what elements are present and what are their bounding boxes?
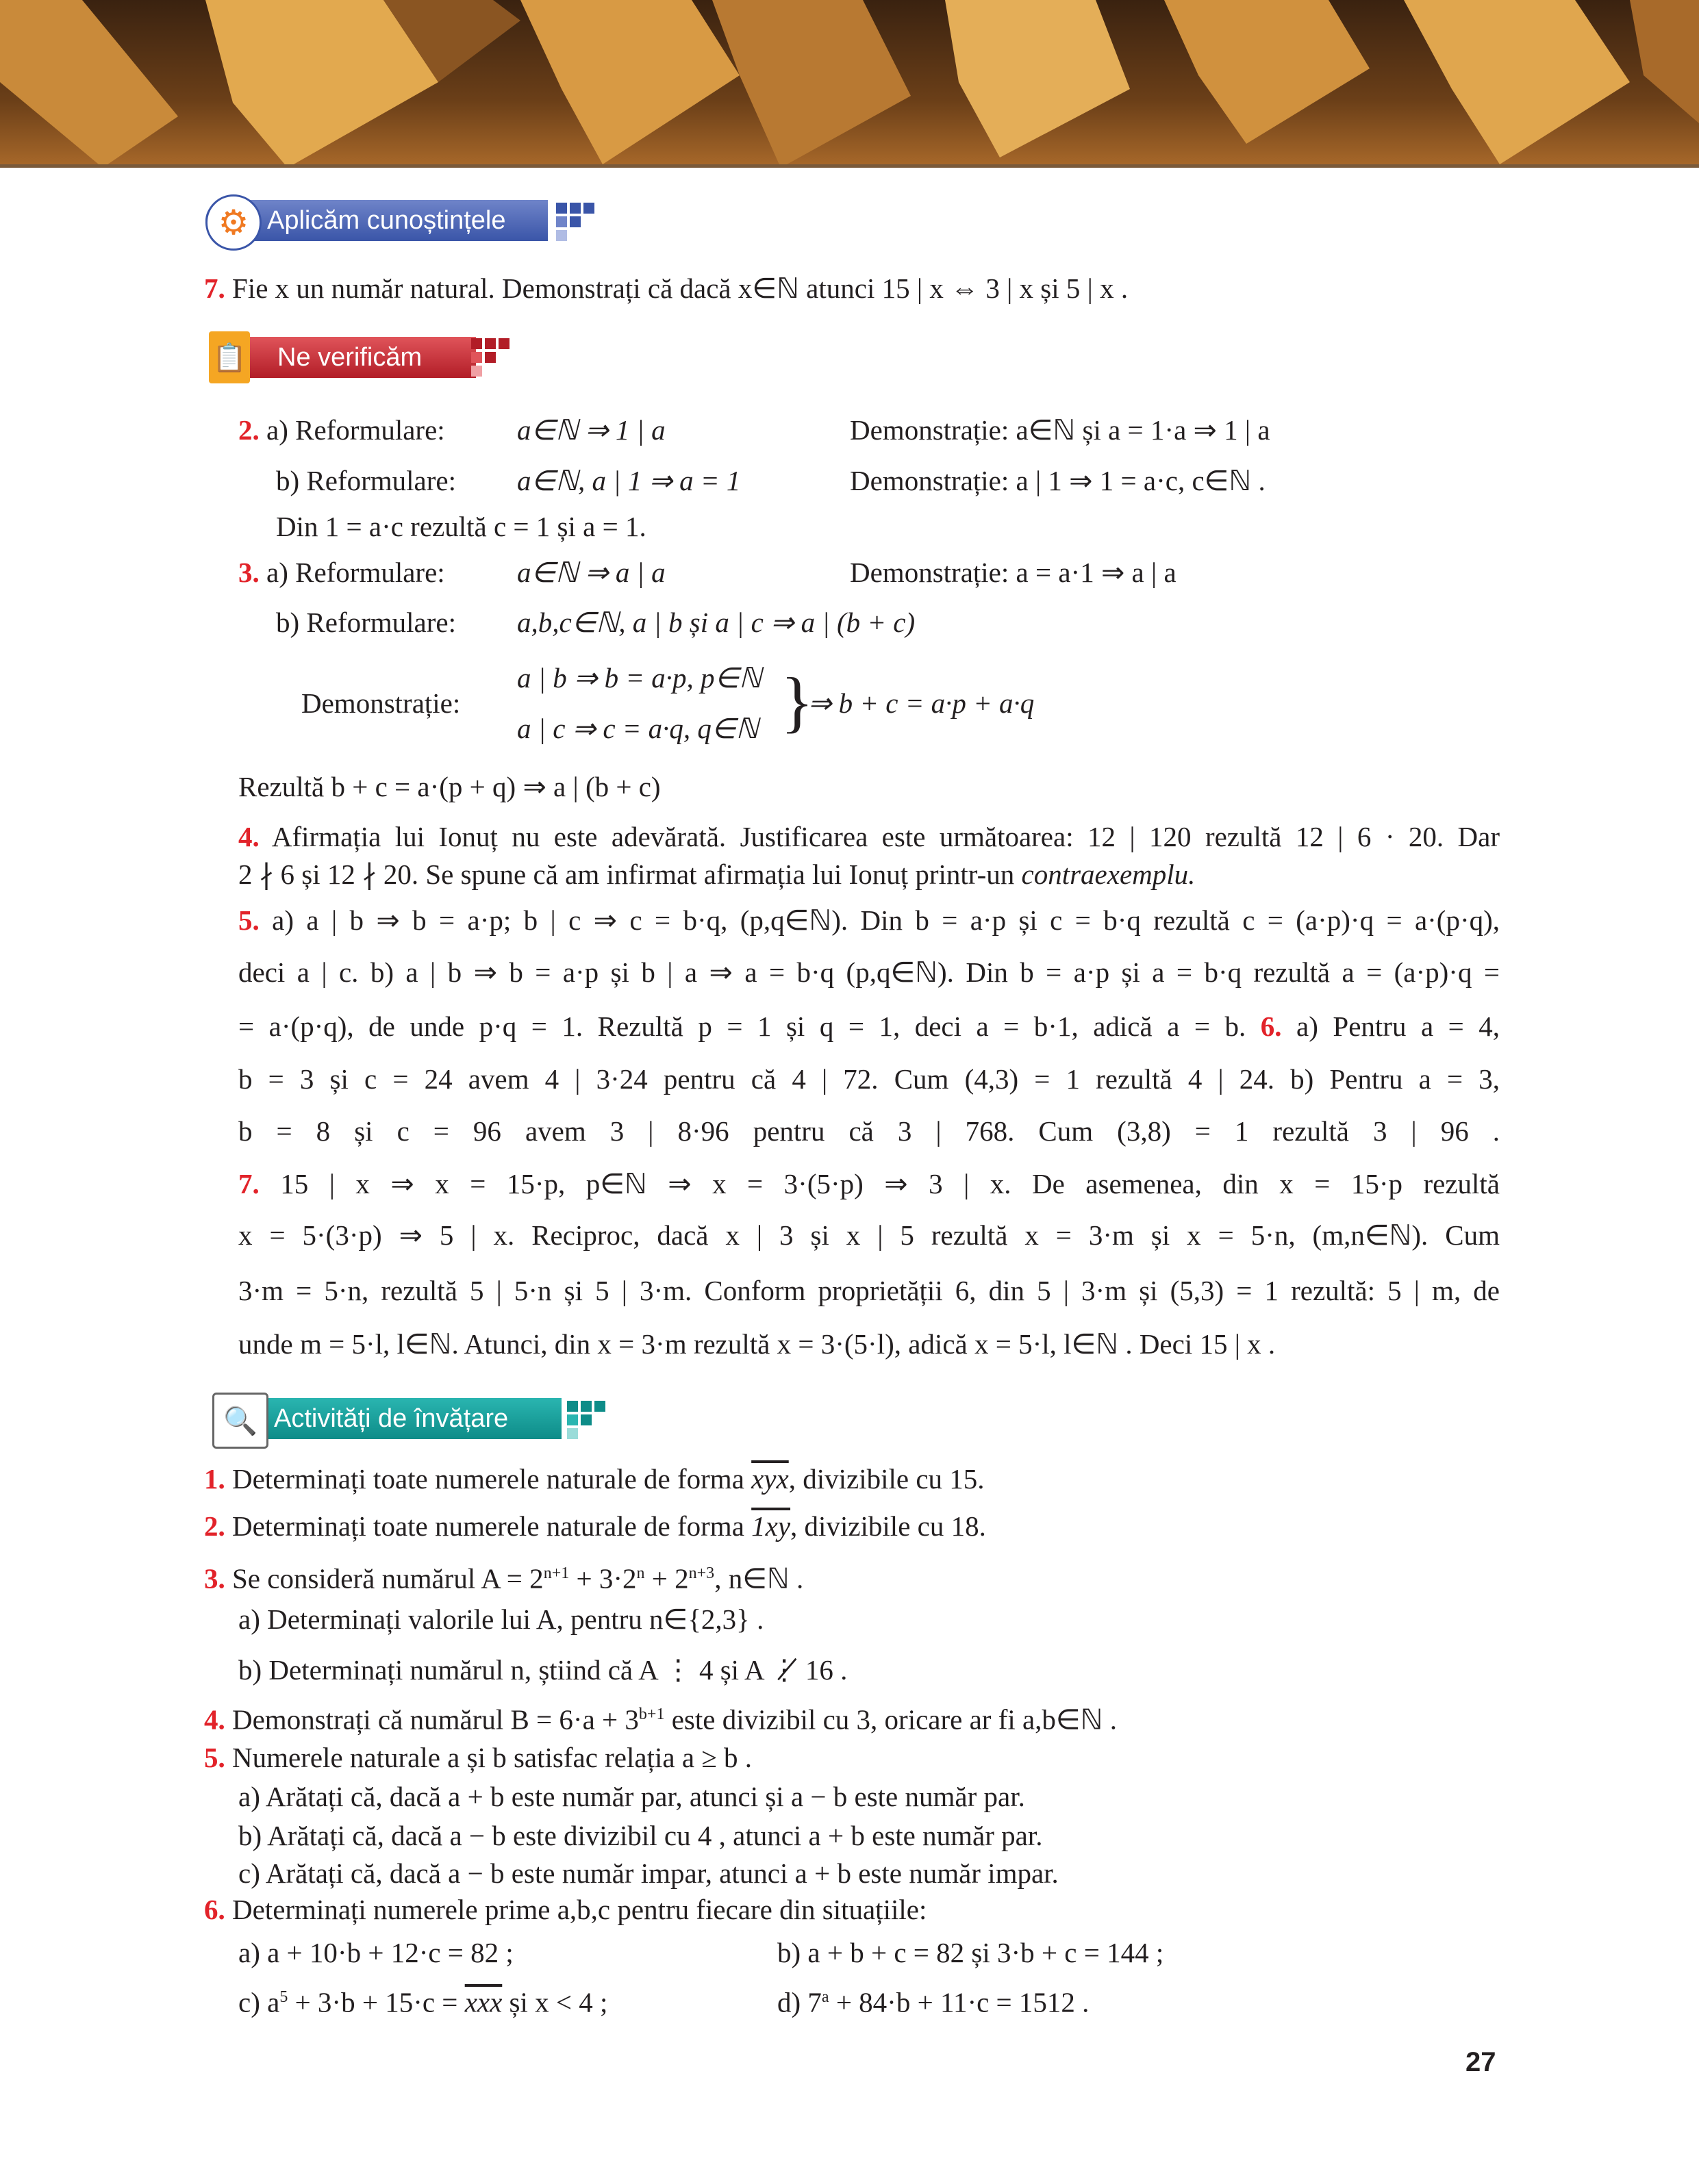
text-segment: d) 7	[777, 1986, 822, 2018]
item-number: 2.	[204, 1510, 225, 1542]
text-segment: 5	[279, 1988, 288, 2006]
text-line	[238, 820, 1500, 854]
text-line: b) Arătați că, dacă a − b este divizibil cu 4 , atunci a + b este număr par.	[238, 1820, 1043, 1851]
decoration	[594, 1401, 605, 1412]
page-number: 27	[1465, 2047, 1496, 2077]
decoration	[499, 338, 509, 349]
text-segment: $\overline{xxx}$	[464, 1986, 503, 2018]
decoration	[485, 338, 496, 349]
text-line: a) a + 10·b + 12·c = 82 ;	[238, 1937, 514, 1968]
text-line	[238, 555, 445, 589]
text-segment: a) a | b ⇒ b = a·p; b | c ⇒ c = b·q, (p,q∈ℕ). Din b = a·p și c = b·q rezultă c = (a·p)·q = a·(p·q),	[272, 904, 1500, 936]
item-number: 4.	[204, 1703, 225, 1736]
text-line: b) Determinați numărul n, știind că A ⋮ 4 și A ⋮̸ 16 .	[238, 1654, 848, 1686]
squares-decoration	[471, 338, 509, 377]
text-line: b = 8 și c = 96 avem 3 | 8·96 pentru că 3 | 768. Cum (3,8) = 1 rezultă 3 | 96 .	[238, 1115, 1500, 1147]
decoration	[567, 1428, 578, 1439]
text-segment: + 84·b + 11·c = 1512 .	[829, 1986, 1090, 2018]
decoration	[583, 203, 594, 214]
text-line: x = 5·(3·p) ⇒ 5 | x. Reciproc, dacă x | 3 și x | 5 rezultă x = 3·m și x = 5·n, (m,n∈ℕ). Cum	[238, 1219, 1500, 1251]
text-segment: , n∈ℕ .	[714, 1562, 804, 1595]
text-segment: 1xy	[751, 1510, 791, 1542]
header-divider	[0, 164, 1699, 168]
decoration	[0, 0, 178, 168]
text-segment: ⇒ b + c = a·p + a·q	[808, 687, 1035, 719]
decoration	[581, 1414, 592, 1425]
text-segment: a∈ℕ ⇒ 1 | a	[517, 414, 666, 446]
text-line	[777, 1980, 1089, 2020]
text-segment: + 2	[644, 1562, 689, 1595]
section-badge-activities	[212, 1398, 562, 1439]
decoration	[471, 338, 482, 349]
decoration	[1630, 0, 1699, 123]
decoration	[556, 203, 567, 214]
section-badge-verify	[212, 337, 476, 378]
text-line	[517, 413, 666, 447]
text-line	[238, 413, 445, 447]
header-banner	[0, 0, 1699, 168]
text-segment: a) Pentru a = 4,	[1281, 1011, 1500, 1042]
text-segment: a) Reformulare:	[266, 414, 445, 446]
section-title: Ne verificăm	[277, 342, 423, 372]
decoration	[1404, 0, 1630, 164]
text-line: a) Determinați valorile lui A, pentru n∈{2,3} .	[238, 1603, 764, 1635]
text-line	[517, 661, 762, 695]
text-line	[238, 1167, 1500, 1201]
text-segment: , divizibile cu 18.	[790, 1510, 986, 1542]
text-segment: 2 ∤ 6 și 12 ∤ 20. Se spune că am infirmat afirmația lui Ionuț printr-un	[238, 859, 1022, 890]
decoration	[499, 352, 509, 363]
item-number: 2.	[238, 414, 260, 446]
text-line: c) Arătați că, dacă a − b este număr impar, atunci a + b este număr impar.	[238, 1857, 1059, 1889]
item-number: 7.	[204, 272, 225, 304]
item-number: 7.	[238, 1168, 260, 1199]
decoration	[583, 216, 594, 227]
decoration	[570, 216, 581, 227]
text-line: Demonstrație: a | 1 ⇒ 1 = a·c, c∈ℕ .	[850, 465, 1266, 496]
squares-decoration	[567, 1401, 605, 1439]
text-segment: Determinați toate numerele naturale de forma	[232, 1463, 752, 1495]
clipboard-icon: 📋	[209, 331, 250, 383]
book-magnifier-icon: 🔍	[212, 1393, 268, 1449]
item-number: 1.	[204, 1463, 225, 1495]
text-segment: contraexemplu.	[1021, 859, 1196, 890]
text-segment: a,b,c∈ℕ, a | b și a | c ⇒ a | (b + c)	[517, 607, 916, 638]
text-line	[238, 903, 1500, 937]
text-line	[238, 1980, 607, 2020]
squares-decoration	[556, 203, 594, 241]
text-segment: c) a	[238, 1986, 280, 2018]
decoration	[567, 1414, 578, 1425]
section-title: Aplicăm cunoștințele	[267, 205, 506, 235]
decoration	[712, 0, 911, 168]
text-line	[517, 464, 740, 498]
text-segment: Determinați toate numerele naturale de forma	[232, 1510, 752, 1542]
text-segment: + 3·b + 15·c =	[288, 1986, 465, 2018]
text-segment: a | b ⇒ b = a·p, p∈ℕ	[517, 662, 762, 694]
item-number: 5.	[204, 1742, 225, 1773]
text-line: b) Reformulare:	[276, 465, 456, 496]
item-number: 3.	[204, 1562, 225, 1595]
text-line: 3·m = 5·n, rezultă 5 | 5·n și 5 | 3·m. Conform proprietății 6, din 5 | 3·m și (5,3) = 1 rezultă: 5 | m, de	[238, 1275, 1500, 1306]
list-item	[204, 1697, 1117, 1737]
list-item	[204, 1462, 985, 1496]
item-number: 3.	[238, 557, 260, 588]
text-line	[517, 711, 758, 746]
text-line: deci a | c. b) a | b ⇒ b = a·p și b | a ⇒ a = b·q (p,q∈ℕ). Din b = a·p și a = b·q rezultă a = (a·p)·q =	[238, 956, 1500, 988]
text-line: Demonstrație: a = a·1 ⇒ a | a	[850, 557, 1176, 588]
decoration	[485, 352, 496, 363]
text-segment: Determinați numerele prime a,b,c pentru fiecare din situațiile:	[232, 1894, 927, 1925]
decoration	[556, 230, 567, 241]
decoration	[570, 203, 581, 214]
text-segment: n+3	[688, 1564, 715, 1582]
text-segment: Se consideră numărul A = 2	[232, 1562, 544, 1595]
text-segment: a | c ⇒ c = a·q, q∈ℕ	[517, 713, 759, 744]
decoration	[945, 0, 1130, 157]
text-segment: n	[636, 1564, 645, 1582]
text-segment: Numerele naturale a și b satisfac relația a ≥ b .	[232, 1742, 753, 1773]
text-segment: = a·(p·q), de unde p·q = 1. Rezultă p = 1 și q = 1, deci a = b·1, adică a = b.	[238, 1011, 1246, 1042]
text-segment: 15 | x ⇒ x = 15·p, p∈ℕ ⇒ x = 3·(5·p) ⇒ 3 | x. De asemenea, din x = 15·p rezultă	[280, 1168, 1500, 1199]
section-title: Activități de învățare	[274, 1404, 509, 1433]
list-item	[204, 1556, 803, 1596]
gear-icon: ⚙	[205, 194, 262, 251]
text-segment: + 3·2	[569, 1562, 637, 1595]
text-segment: Demonstrați că numărul B = 6·a + 3	[232, 1703, 639, 1736]
brace: }	[781, 663, 814, 739]
list-item	[204, 1740, 752, 1775]
text-segment: n+1	[543, 1564, 570, 1582]
decoration	[567, 1401, 578, 1412]
text-line	[517, 605, 915, 639]
text-segment: a∈ℕ ⇒ a | a	[517, 557, 666, 588]
section-badge-apply	[205, 200, 548, 241]
decoration	[520, 0, 740, 164]
text-line: Demonstrație:	[301, 687, 461, 719]
apply-exercise-7	[204, 271, 1128, 305]
text-segment: a	[821, 1988, 829, 2006]
text-line: Din 1 = a·c rezultă c = 1 și a = 1.	[276, 511, 646, 542]
decoration	[581, 1401, 592, 1412]
text-segment: a∈ℕ, a | 1 ⇒ a = 1	[517, 465, 741, 496]
list-item	[204, 1509, 986, 1543]
item-number: 4.	[238, 821, 260, 852]
text-line: Demonstrație: a∈ℕ și a = 1·a ⇒ 1 | a	[850, 414, 1270, 446]
text-segment: , divizibile cu 15.	[788, 1463, 985, 1495]
text-segment: este divizibil cu 3, oricare ar fi a,b∈ℕ .	[664, 1703, 1117, 1736]
text-line: b) a + b + c = 82 și 3·b + c = 144 ;	[777, 1937, 1164, 1968]
decoration	[556, 216, 567, 227]
item-number: 6.	[1260, 1011, 1282, 1042]
decoration	[471, 352, 482, 363]
decoration	[1164, 0, 1370, 144]
text-line: b) Reformulare:	[276, 607, 456, 638]
text-segment: a) Reformulare:	[266, 557, 445, 588]
text-line: Rezultă b + c = a·(p + q) ⇒ a | (b + c)	[238, 771, 661, 802]
text-line: b = 3 și c = 24 avem 4 | 3·24 pentru că 4 | 72. Cum (4,3) = 1 rezultă 4 | 24. b) Pentru a = 3,	[238, 1063, 1500, 1095]
text-segment: $\overline{xyx}$	[751, 1463, 789, 1495]
text-line	[238, 857, 1195, 891]
item-number: 5.	[238, 904, 260, 936]
list-item	[204, 1892, 927, 1927]
text-line: a) Arătați că, dacă a + b este număr par, atunci și a − b este număr par.	[238, 1781, 1025, 1812]
text-segment: b+1	[638, 1705, 665, 1723]
text-line: unde m = 5·l, l∈ℕ. Atunci, din x = 3·m rezultă x = 3·(5·l), adică x = 5·l, l∈ℕ . Deci 15 | x .	[238, 1328, 1276, 1360]
decoration	[594, 1414, 605, 1425]
decoration	[471, 366, 482, 377]
text-segment: Afirmația lui Ionuț nu este adevărată. Justificarea este următoarea: 12 | 120 rezultă 12 | 6 · 20. Dar	[271, 821, 1500, 852]
cubes-image	[0, 0, 1699, 168]
text-segment: și x < 4 ;	[502, 1986, 608, 2018]
text-line	[517, 555, 666, 589]
text-segment: Fie x un număr natural. Demonstrați că dacă x∈ℕ atunci 15 | x ⇔ 3 | x și 5 | x .	[232, 272, 1129, 304]
text-line	[238, 1009, 1500, 1043]
item-number: 6.	[204, 1894, 225, 1925]
text-line	[808, 686, 1034, 720]
